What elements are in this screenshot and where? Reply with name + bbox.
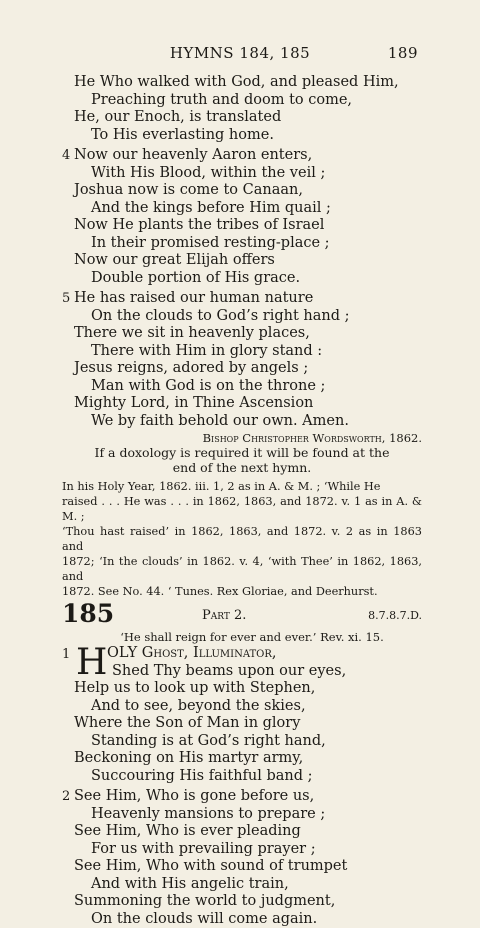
verse-line: For us with prevailing prayer ; (62, 841, 422, 859)
verse-line: Now our heavenly Aaron enters, (74, 147, 312, 163)
hymn-185-verse-2 (62, 788, 422, 928)
hymn-185-heading (62, 601, 422, 629)
verse-line: Standing is at God’s right hand, (62, 733, 422, 751)
verse-number: 4 (62, 147, 74, 165)
verse-line: Preaching truth and doom to come, (62, 92, 422, 110)
textual-note (62, 479, 422, 599)
hymn-184-verse-4 (62, 147, 422, 287)
verse-line: Shed Thy beams upon our eyes, (62, 663, 422, 681)
hymn-184-verse-3 (62, 74, 422, 144)
verse-line: Now our great Elijah offers (62, 252, 422, 270)
verse-number: 1 (62, 647, 74, 662)
verse-line: Summoning the world to judgment, (62, 893, 422, 911)
verse-line: Where the Son of Man in glory (62, 715, 422, 733)
verse-line: Help us to look up with Stephen, (62, 680, 422, 698)
verse-line: With His Blood, within the veil ; (62, 165, 422, 183)
verse-line: Beckoning on His martyr army, (62, 750, 422, 768)
verse-line: On the clouds will come again. (62, 911, 422, 928)
dropcap-block (62, 645, 422, 680)
verse-line: And with His angelic train, (62, 876, 422, 894)
verse-line: Double portion of His grace. (62, 270, 422, 288)
verse-line: There we sit in heavenly places, (62, 325, 422, 343)
verse-number: 2 (62, 788, 74, 806)
verse-line: Succouring His faithful band ; (62, 768, 422, 786)
verse-line: And the kings before Him quail ; (62, 200, 422, 218)
hymn-185-verse-1 (62, 645, 422, 785)
verse-line: There with Him in glory stand : (62, 343, 422, 361)
verse-line: On the clouds to God’s right hand ; (62, 308, 422, 326)
verse-line: Joshua now is come to Canaan, (62, 182, 422, 200)
note-line: raised . . . He was . . . in 1862, 1863, and 1872. v. 1 as in A. & M. ; (62, 494, 422, 524)
verse-number: 5 (62, 290, 74, 308)
note-line: In his Holy Year, 1862. iii. 1, 2 as in A. & M. ; ‘While He (62, 479, 422, 494)
verse-line: He, our Enoch, is translated (62, 109, 422, 127)
page-header (0, 44, 480, 64)
note-line: 1872; ‘In the clouds’ in 1862. v. 4, ‘with Thee’ in 1862, 1863, and (62, 554, 422, 584)
hymn-184-verse-5 (62, 290, 422, 430)
verse-line: Heavenly mansions to prepare ; (62, 806, 422, 824)
verse-line: OLY Ghost, Illuminator, (62, 645, 422, 663)
scripture-epigraph: ‘He shall reign for ever and ever.’ Rev. xi. 15. (62, 629, 422, 645)
note-line: 1872. See No. 44. ‘ Tunes. Rex Gloriae, and Deerhurst. (62, 584, 422, 599)
hymn-meter: 8.7.8.7.D. (368, 609, 422, 622)
verse-line: We by faith behold our own. Amen. (62, 413, 422, 431)
drop-capital: H (76, 646, 107, 680)
verse-line: See Him, Who is ever pleading (62, 823, 422, 841)
note-line: If a doxology is required it will be found at the (62, 445, 422, 460)
author-attribution: Bishop Christopher Wordsworth, 1862. (62, 430, 422, 445)
running-head: HYMNS 184, 185 (0, 44, 480, 62)
verse-line: He has raised our human nature (74, 290, 313, 306)
page-number: 189 (388, 44, 418, 62)
verse-line: He Who walked with God, and pleased Him, (62, 74, 422, 92)
verse-line: And to see, beyond the skies, (62, 698, 422, 716)
verse-line: Mighty Lord, in Thine Ascension (62, 395, 422, 413)
hymn-number: 185 (62, 599, 114, 628)
verse-line: See Him, Who with sound of trumpet (62, 858, 422, 876)
page-body (62, 74, 422, 928)
verse-line: Now He plants the tribes of Israel (62, 217, 422, 235)
verse-line: Man with God is on the throne ; (62, 378, 422, 396)
verse-line: To His everlasting home. (62, 127, 422, 145)
doxology-note (62, 445, 422, 475)
verse-line: In their promised resting-place ; (62, 235, 422, 253)
verse-line: Jesus reigns, adored by angels ; (62, 360, 422, 378)
note-line: end of the next hymn. (62, 460, 422, 475)
note-line: ‘Thou hast raised’ in 1862, 1863, and 1872. v. 2 as in 1863 and (62, 524, 422, 554)
verse-line: See Him, Who is gone before us, (74, 788, 314, 804)
hymn-part: Part 2. (202, 608, 246, 623)
